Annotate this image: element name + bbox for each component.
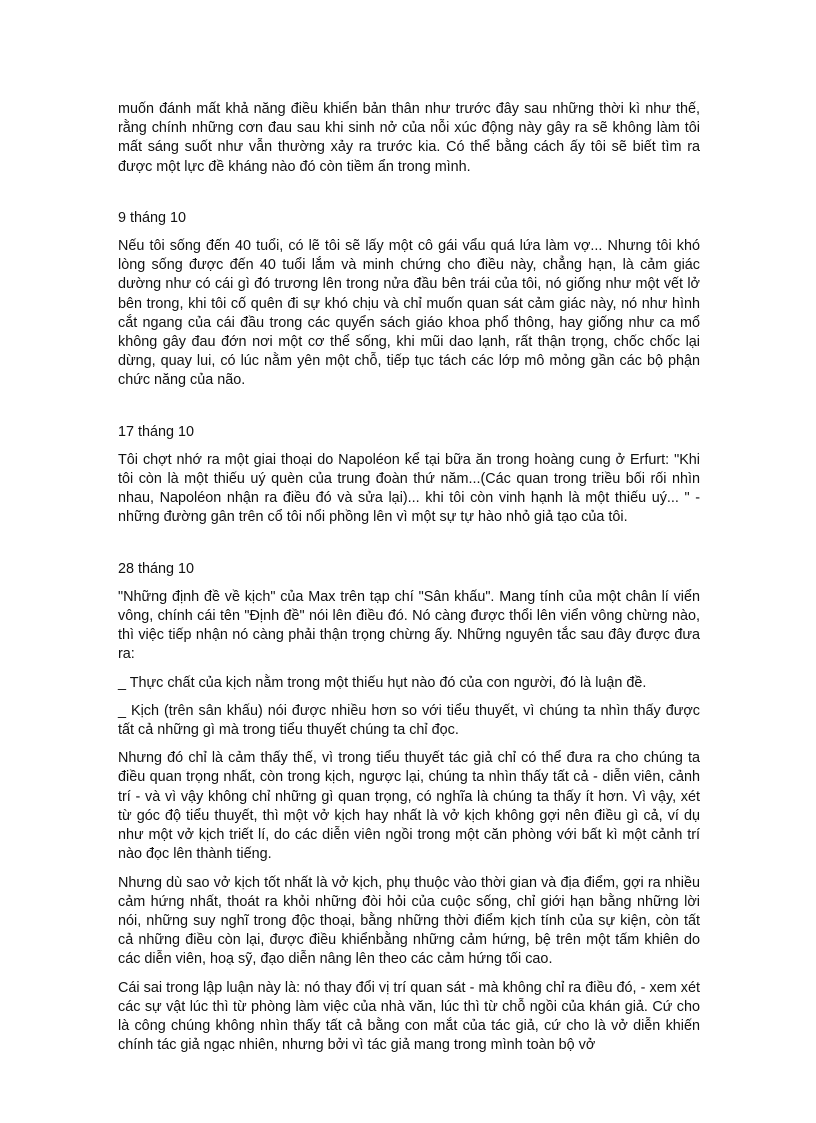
entry-paragraph: "Những định đề về kịch" của Max trên tạp chí "Sân khấu". Mang tính của một chân lí viển vông, chính cái tên "Định đề" nói lên điều đó. Nó càng được thổi lên viển vông chừng nào, thì việc tiếp nhận nó càng phải thận trọng chừng ấy. Những nguyên tắc sau đây được đưa ra: bbox=[118, 588, 700, 663]
intro-section bbox=[118, 100, 700, 177]
diary-entry bbox=[118, 423, 700, 528]
diary-entry bbox=[118, 560, 700, 1056]
entry-bullet: _ Kịch (trên sân khấu) nói được nhiều hơn so với tiểu thuyết, vì chúng ta nhìn thấy được tất cả những gì mà trong tiểu thuyết chúng ta chỉ đọc. bbox=[118, 702, 700, 739]
entry-paragraph: Nhưng đó chỉ là cảm thấy thế, vì trong tiểu thuyết tác giả chỉ có thể đưa ra cho chúng ta điều quan trọng nhất, còn trong kịch, ngược lại, chúng ta nhìn thấy tất cả - diễn viên, cảnh trí - và vì vậy không chỉ những gì quan trọng, có nghĩa là chúng ta thấy ít hơn. Vì vậy, xét từ góc độ tiểu thuyết, thì một vở kịch hay nhất là vở kịch không gợi nên điều gì cả, ví dụ như một vở kịch triết lí, do các diễn viên ngồi trong một căn phòng với bất kì một cảnh trí nào đọc lên thành tiếng. bbox=[118, 750, 700, 863]
intro-paragraph: muốn đánh mất khả năng điều khiển bản thân như trước đây sau những thời kì như thế, rằng chính những cơn đau sau khi sinh nở của nỗi xúc động này gây ra sẽ không làm tôi mất sáng suốt như vẫn thường xảy ra trước kia. Có thể bằng cách ấy tôi sẽ biết tìm ra được một lực đề kháng nào đó còn tiềm ẩn trong mình. bbox=[118, 101, 700, 175]
document-body bbox=[118, 100, 700, 1064]
entry-paragraph: Nhưng dù sao vở kịch tốt nhất là vở kịch, phụ thuộc vào thời gian và địa điểm, gợi ra nhiều cảm hứng nhất, thoát ra khỏi những đòi hỏi của cuộc sống, chỉ giới hạn bằng những lời nói, những suy nghĩ trong độc thoại, bằng những thời điểm kịch tính của sự kiện, còn tất cả những điều còn lại, được điều khiểnbằng những cảm hứng, bệ trên một tấm khiên do các diễn viên, hoạ sỹ, đạo diễn nâng lên theo các cảm hứng tối cao. bbox=[118, 874, 700, 968]
entry-date: 28 tháng 10 bbox=[118, 560, 195, 577]
entry-paragraph: Nếu tôi sống đến 40 tuổi, có lẽ tôi sẽ lấy một cô gái vẩu quá lứa làm vợ... Nhưng tôi khó lòng sống được đến 40 tuổi lắm và minh chứng cho điều này, chẳng hạn, là cảm giác dường như có cái gì đó trương lên trong nửa đầu bên trái của tôi, nó giống như một vết lở bên trong, khi tôi cố quên đi sự khó chịu và chỉ muốn quan sát cảm giác này, nó như hình cắt ngang của cái đầu trong các quyển sách giáo khoa phổ thông, hay giống như ca mổ không gây đau đớn nơi một cơ thể sống, khi mũi dao lạnh, rất thận trọng, chốc chốc lại dừng, quay lui, có lúc nằm yên một chỗ, tiếp tục tách các lớp mô mỏng gần các bộ phận chức năng của não. bbox=[118, 238, 700, 389]
entry-date: 9 tháng 10 bbox=[118, 209, 187, 226]
entry-paragraph: Cái sai trong lập luận này là: nó thay đổi vị trí quan sát - mà không chỉ ra điều đó, - xem xét các sự vật lúc thì từ phòng làm việc của nhà văn, lúc thì từ chỗ ngồi của khán giả. Cứ cho là công chúng không nhìn thấy tất cả bằng con mắt của tác giả, cứ cho là vở diễn khiến chính tác giả ngạc nhiên, nhưng bởi vì tác giả mang trong mình toàn bộ vở bbox=[118, 979, 700, 1054]
entry-paragraph: Tôi chợt nhớ ra một giai thoại do Napoléon kể tại bữa ăn trong hoàng cung ở Erfurt: "Khi tôi còn là một thiếu uý quèn của trung đoàn thứ năm...(Các quan trong triều bối rối nhìn nhau, Napoléon nhận ra điều đó và sửa lại)... khi tôi còn vinh hạnh là một thiếu uý... " - những đường gân trên cổ tôi nổi phồng lên vì một sự tự hào nhỏ giả tạo của tôi. bbox=[118, 451, 700, 526]
diary-entry bbox=[118, 209, 700, 391]
entry-date: 17 tháng 10 bbox=[118, 423, 195, 440]
entry-bullet: _ Thực chất của kịch nằm trong một thiếu hụt nào đó của con người, đó là luận đề. bbox=[118, 674, 647, 691]
